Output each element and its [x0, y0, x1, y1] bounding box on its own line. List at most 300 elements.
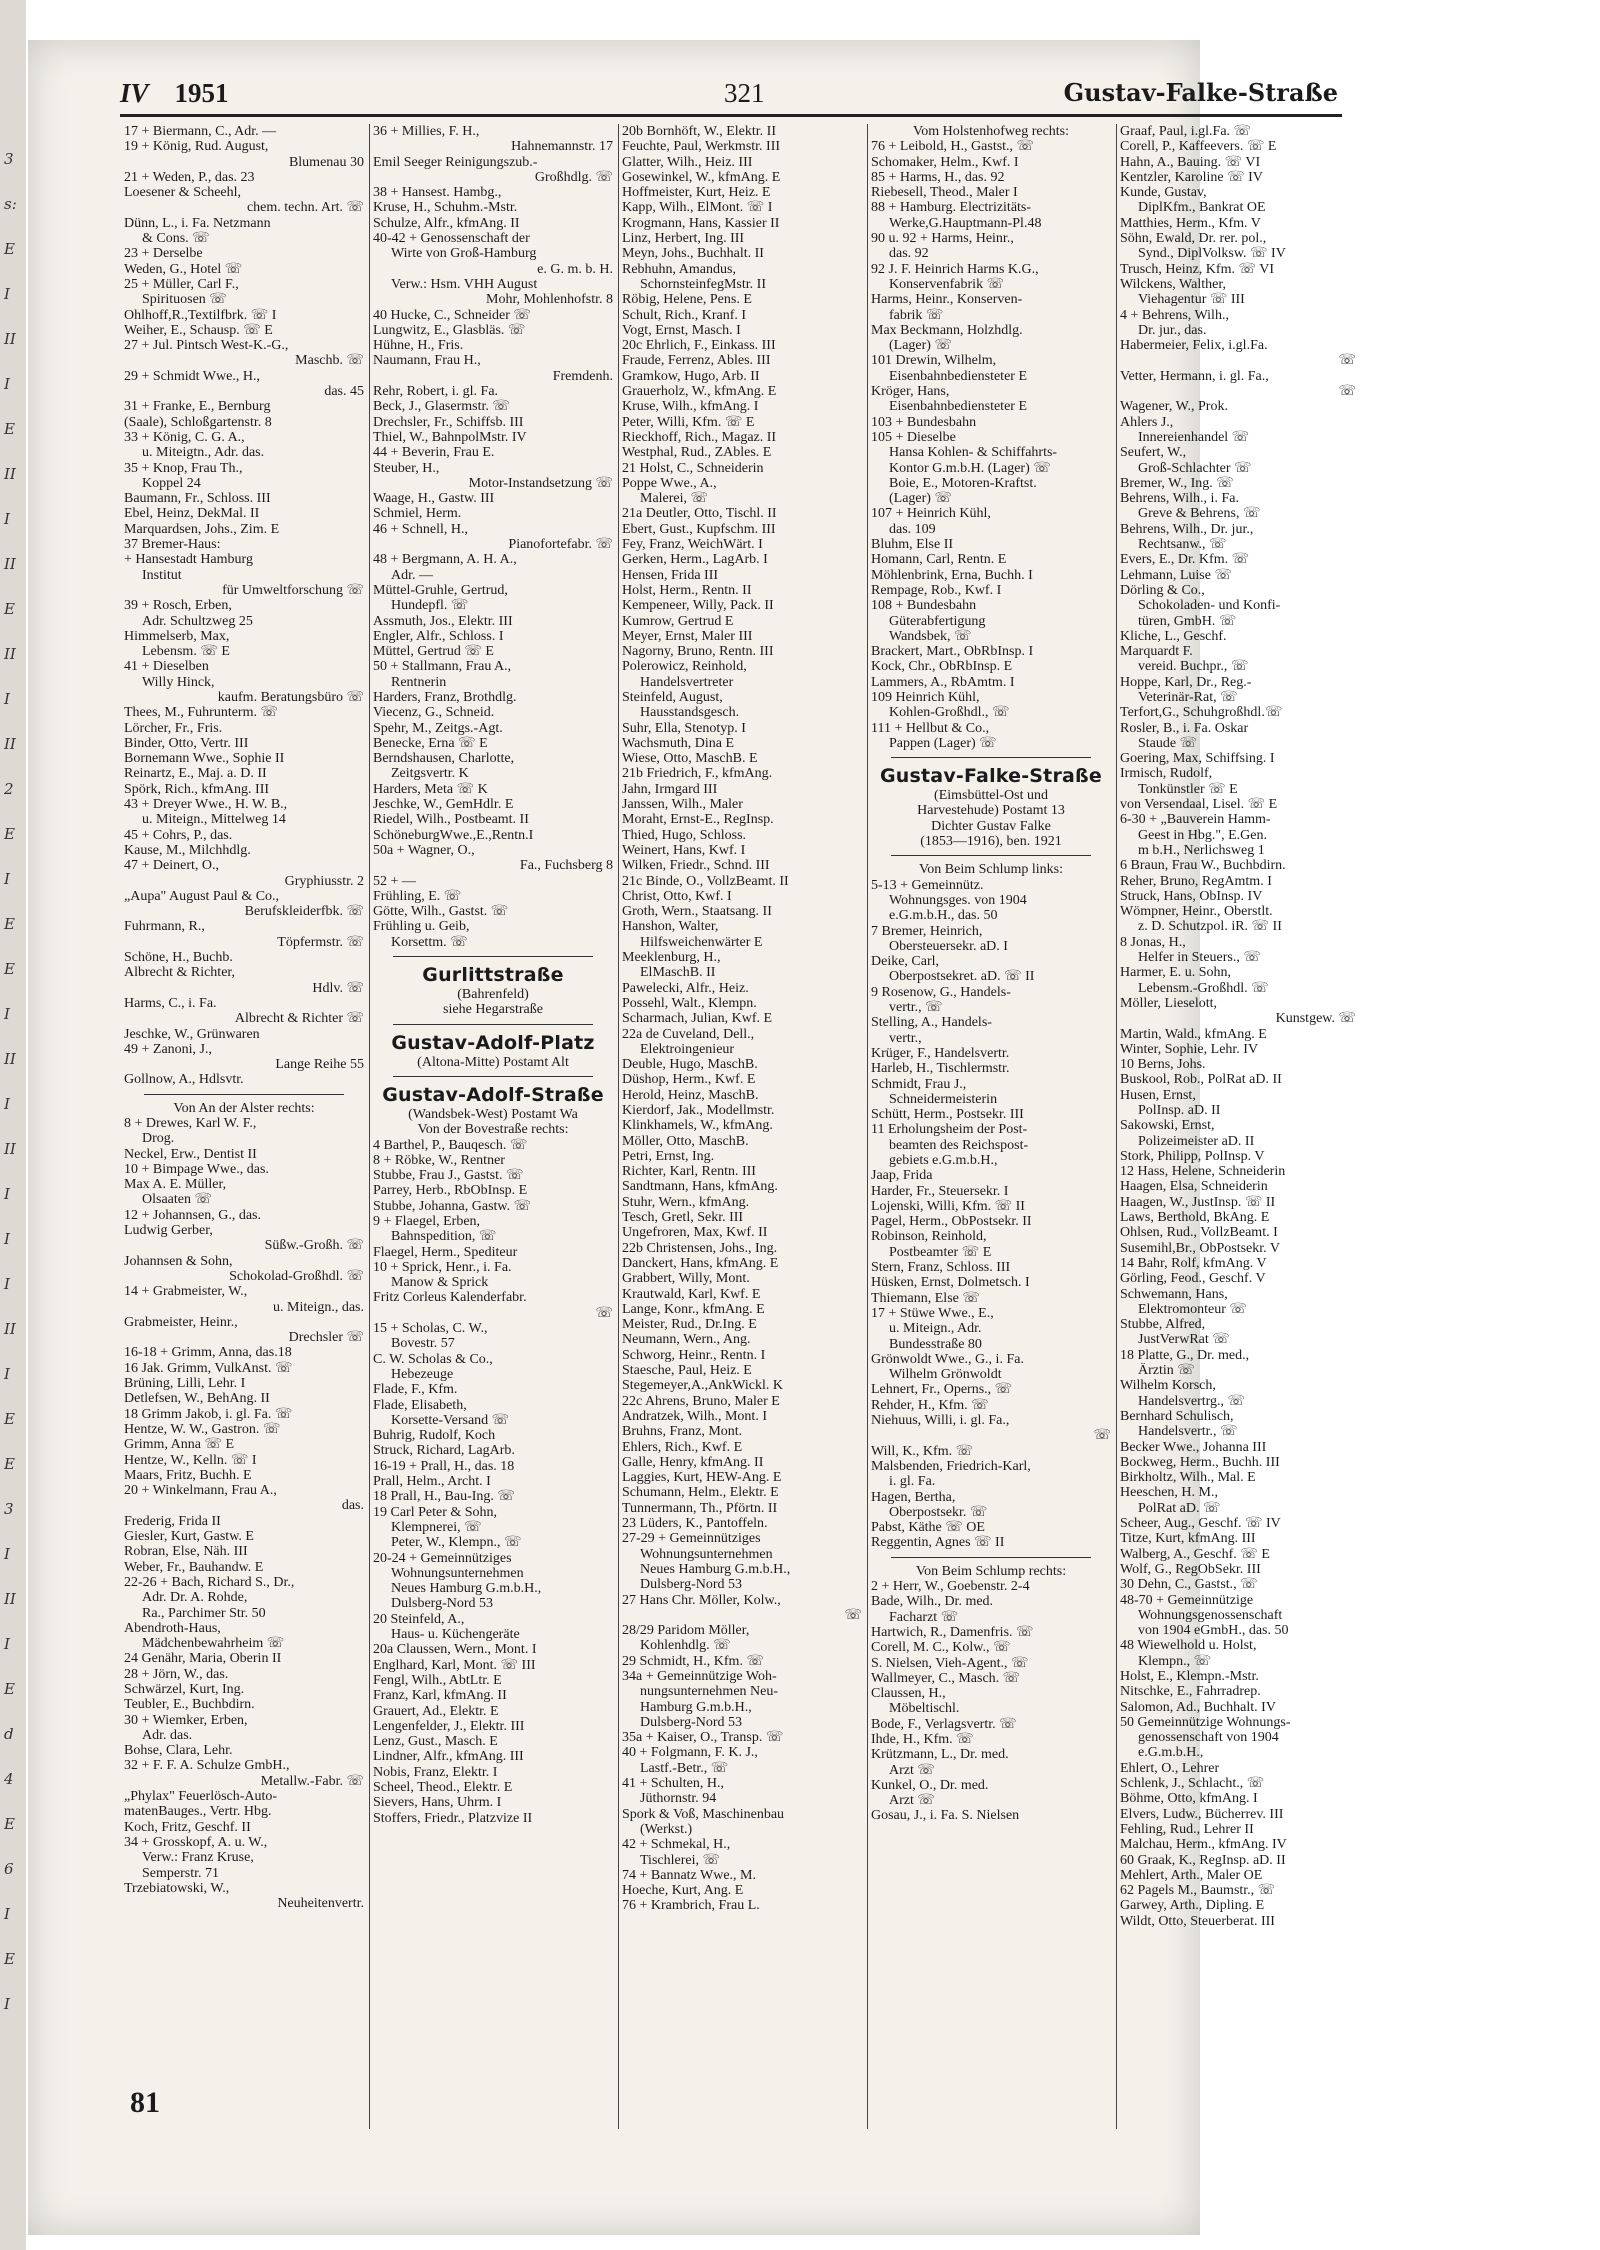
- directory-line: Homann, Carl, Rentn. E: [871, 552, 1007, 568]
- page-header: [120, 70, 1338, 114]
- directory-line: Gryphiusstr. 2: [284, 873, 364, 889]
- directory-line: Arzt ☏: [889, 1793, 935, 1809]
- margin-mark: II: [4, 555, 16, 573]
- directory-line: Schlenk, J., Schlacht., ☏: [1120, 1776, 1265, 1792]
- directory-line: (Bahrenfeld): [457, 987, 529, 1003]
- directory-line: Brackert, Mart., ObRbInsp. I: [871, 644, 1034, 660]
- directory-line: Görling, Feod., Geschf. V: [1120, 1271, 1266, 1287]
- directory-line: 9 + Flaegel, Erben,: [373, 1214, 481, 1229]
- margin-mark: E: [4, 600, 15, 618]
- directory-line: Trusch, Heinz, Kfm. ☏ VI: [1120, 261, 1274, 277]
- directory-line: Von Beim Schlump links:: [918, 862, 1064, 878]
- directory-line: Schmiel, Herm.: [373, 506, 462, 522]
- directory-line: Marquardt F.: [1120, 644, 1193, 660]
- directory-line: Eisenbahnbediensteter E: [889, 399, 1028, 415]
- directory-line: Ahlers J.,: [1120, 414, 1174, 430]
- directory-line: Englhard, Karl, Mont. ☏ III: [373, 1657, 536, 1673]
- street-title: Gustav-Falke-Straße: [1063, 78, 1338, 107]
- directory-line: Herold, Heinz, MaschB.: [622, 1087, 759, 1103]
- directory-line: Lange, Konr., kfmAng. E: [622, 1301, 765, 1317]
- directory-line: 19 Carl Peter & Sohn,: [373, 1504, 498, 1520]
- directory-line: Prall, Helm., Archt. I: [373, 1474, 491, 1490]
- directory-line: 48-70 + Gemeinnützige: [1120, 1592, 1254, 1608]
- directory-line: 21c Binde, O., VollzBeamt. II: [622, 873, 789, 889]
- directory-line: Möbeltischl.: [889, 1701, 960, 1717]
- directory-line: „Phylax" Feuerlösch-Auto-: [124, 1789, 278, 1805]
- directory-line: JustVerwRat ☏: [1138, 1332, 1230, 1348]
- directory-line: (Wandsbek-West) Postamt Wa: [408, 1106, 578, 1122]
- directory-line: Deike, Carl,: [871, 954, 940, 970]
- directory-line: u. Miteign., das.: [273, 1299, 364, 1315]
- directory-line: Steuber, H.,: [373, 460, 440, 476]
- directory-line: Söhn, Ewald, Dr. rer. pol.,: [1120, 231, 1267, 247]
- margin-mark: E: [4, 1455, 15, 1473]
- margin-mark: II: [4, 1590, 16, 1608]
- directory-line: 5-13 + Gemeinnütz.: [871, 877, 984, 893]
- directory-line: Fremdenh.: [552, 368, 613, 384]
- directory-line: Weden, G., Hotel ☏: [124, 261, 243, 277]
- directory-line: Frühling u. Geib,: [373, 919, 470, 935]
- directory-line: Thees, M., Fuhrunterm. ☏: [124, 705, 278, 721]
- directory-line: Krautwald, Karl, Kwf. E: [622, 1286, 761, 1302]
- directory-line: 7 Bremer, Heinrich,: [871, 923, 983, 939]
- directory-line: Scheer, Aug., Geschf. ☏ IV: [1120, 1516, 1281, 1532]
- directory-line: Hansa Kohlen- & Schiffahrts-: [889, 445, 1058, 461]
- directory-line: Hensen, Frida III: [622, 567, 719, 583]
- directory-line: 4 Barthel, P., Bauqesch. ☏: [373, 1137, 528, 1153]
- directory-line: 28 + Jörn, W., das.: [124, 1666, 229, 1682]
- directory-line: m b.H., Nerlichsweg 1: [1138, 842, 1265, 858]
- directory-line: Motor-Instandsetzung ☏: [468, 475, 613, 491]
- margin-mark: I: [4, 285, 10, 303]
- directory-line: 40 Hucke, C., Schneider ☏: [373, 307, 531, 323]
- directory-line: Stubbe, Johanna, Gastw. ☏: [373, 1198, 532, 1214]
- directory-line: Kohlen-Großhdl., ☏: [889, 705, 1010, 721]
- directory-line: Baumann, Fr., Schloss. III: [124, 491, 271, 507]
- directory-line: Trzebiatowski, W.,: [124, 1880, 230, 1896]
- directory-line: für Umweltforschung ☏: [222, 582, 364, 598]
- directory-line: Bockweg, Herm., Buchh. III: [1120, 1454, 1280, 1470]
- folio-number: 81: [130, 2086, 160, 2119]
- directory-line: beamten des Reichspost-: [889, 1137, 1029, 1153]
- directory-line: Behrens, Wilh., Dr. jur.,: [1120, 521, 1254, 537]
- directory-line: Albrecht & Richter,: [124, 965, 236, 981]
- directory-line: Harders, Meta ☏ K: [373, 781, 488, 797]
- margin-mark: E: [4, 420, 15, 438]
- margin-mark: I: [4, 1095, 10, 1113]
- directory-line: Steinfeld, August,: [622, 689, 723, 705]
- directory-line: Eisenbahnbediensteter E: [889, 368, 1028, 384]
- directory-line: 2 + Herr, W., Goebenstr. 2-4: [871, 1579, 1030, 1595]
- directory-line: Stoffers, Friedr., Platzvize II: [373, 1810, 533, 1826]
- directory-line: Buhrig, Rudolf, Koch: [373, 1428, 496, 1444]
- volume-label: IV: [120, 78, 149, 108]
- directory-line: Gosewinkel, W., kfmAng. E: [622, 169, 781, 185]
- directory-line: Wilken, Friedr., Schnd. III: [622, 858, 770, 874]
- directory-line: chem. techn. Art. ☏: [246, 200, 364, 216]
- directory-line: 31 + Franke, E., Bernburg: [124, 399, 271, 415]
- directory-line: Wohnungsgenossenschaft: [1138, 1607, 1283, 1623]
- directory-line: Scharmach, Julian, Kwf. E: [622, 1011, 773, 1027]
- directory-line: Viehagentur ☏ III: [1138, 292, 1245, 308]
- directory-line: Götte, Wilh., Gastst. ☏: [373, 904, 509, 920]
- directory-line: 76 + Leibold, H., Gastst., ☏: [871, 139, 1035, 155]
- directory-line: 8 + Röbke, W., Rentner: [373, 1152, 505, 1168]
- directory-line: 29 Schmidt, H., Kfm. ☏: [622, 1653, 764, 1669]
- directory-line: 43 + Dreyer Wwe., H. W. B.,: [124, 797, 288, 813]
- directory-line: Berndshausen, Charlotte,: [373, 751, 515, 767]
- directory-line: Elvers, Ludw., Bücherrev. III: [1120, 1806, 1284, 1822]
- directory-line: Wachsmuth, Dina E: [622, 735, 735, 751]
- directory-line: Schwärzel, Kurt, Ing.: [124, 1681, 245, 1697]
- directory-line: Stork, Philipp, PolInsp. V: [1120, 1148, 1265, 1164]
- directory-line: 111 + Hellbut & Co.,: [871, 720, 990, 736]
- directory-line: Staude ☏: [1138, 735, 1198, 751]
- directory-line: Oberpostsekr. ☏: [889, 1504, 988, 1520]
- directory-line: Willy Hinck,: [142, 674, 215, 690]
- directory-line: Adr. Schultzweg 25: [142, 613, 253, 629]
- directory-line: Robinson, Reinhold,: [871, 1229, 987, 1245]
- directory-line: das. 92: [889, 246, 929, 262]
- directory-line: Abendroth-Haus,: [124, 1620, 221, 1636]
- directory-line: Hartwich, R., Damenfris. ☏: [871, 1624, 1034, 1640]
- directory-line: 108 + Bundesbahn: [871, 598, 977, 614]
- directory-line: Danckert, Hans, kfmAng. E: [622, 1255, 779, 1271]
- directory-line: Stubbe, Frau J., Gastst. ☏: [373, 1168, 524, 1184]
- directory-line: vereid. Buchpr., ☏: [1138, 659, 1249, 675]
- directory-line: 6 Braun, Frau W., Buchbdirn.: [1120, 858, 1286, 874]
- directory-line: Fuhrmann, R.,: [124, 919, 205, 935]
- directory-line: Semperstr. 71: [142, 1865, 219, 1881]
- directory-line: Bruhns, Franz, Mont.: [622, 1424, 743, 1440]
- column-divider: [1116, 124, 1117, 2129]
- directory-line: das.: [341, 1498, 364, 1514]
- directory-line: 27 + Jul. Pintsch West-K.-G.,: [124, 338, 289, 354]
- directory-line: Handelsvertr., ☏: [1138, 1424, 1238, 1440]
- directory-line: Waage, H., Gastw. III: [373, 491, 495, 507]
- directory-line: Schütt, Herm., Postsekr. III: [871, 1107, 1024, 1123]
- directory-line: Korsettm. ☏: [391, 934, 468, 950]
- directory-line: 45 + Cohrs, P., das.: [124, 827, 233, 843]
- directory-line: Giesler, Kurt, Gastw. E: [124, 1529, 254, 1545]
- directory-line: Feuchte, Paul, Werkmstr. III: [622, 139, 781, 155]
- section-rule: [891, 1557, 1091, 1558]
- margin-mark: s:: [4, 195, 17, 213]
- directory-line: C. W. Scholas & Co.,: [373, 1351, 493, 1367]
- directory-line: Manow & Sprick: [391, 1275, 489, 1291]
- directory-line: SchöneburgWwe.,E.,Rentn.I: [373, 827, 534, 843]
- directory-line: Spehr, M., Zeitgs.-Agt.: [373, 720, 503, 736]
- directory-line: Dulsberg-Nord 53: [391, 1596, 494, 1612]
- directory-line: 38 + Hansest. Hambg.,: [373, 185, 502, 201]
- directory-line: 18 Prall, H., Bau-Ing. ☏: [373, 1489, 515, 1505]
- directory-line: Weber, Fr., Bauhandw. E: [124, 1559, 264, 1575]
- directory-line: Max A. E. Müller,: [124, 1177, 227, 1193]
- margin-mark: d: [4, 1725, 14, 1743]
- directory-line: Thied, Hugo, Schloss.: [622, 827, 747, 843]
- directory-line: Von Beim Schlump rechts:: [915, 1563, 1067, 1579]
- directory-line: Malsbenden, Friedrich-Karl,: [871, 1458, 1031, 1474]
- directory-line: 9 Rosenow, G., Handels-: [871, 984, 1011, 1000]
- directory-line: Viecenz, G., Schneid.: [373, 705, 495, 721]
- directory-line: Kause, M., Milchhdlg.: [124, 842, 251, 858]
- directory-line: Seufert, W.,: [1120, 445, 1187, 461]
- directory-line: Andratzek, Wilh., Mont. I: [622, 1408, 767, 1424]
- directory-line: Lengenfelder, J., Elektr. III: [373, 1718, 525, 1734]
- directory-line: Kentzler, Karoline ☏ IV: [1120, 169, 1263, 185]
- directory-line: Staesche, Paul, Heiz. E: [622, 1363, 752, 1379]
- directory-line: Bornemann Wwe., Sophie II: [124, 751, 285, 767]
- directory-line: 40 + Folgmann, F. K. J.,: [622, 1745, 758, 1761]
- directory-line: Verw.: Franz Kruse,: [142, 1850, 254, 1866]
- directory-line: 33 + König, C. G. A.,: [124, 429, 245, 445]
- directory-line: das. 109: [889, 521, 936, 537]
- directory-line: 10 Berns, Johs.: [1120, 1057, 1206, 1073]
- directory-line: Bluhm, Else II: [871, 537, 954, 553]
- directory-line: Vogt, Ernst, Masch. I: [622, 322, 741, 338]
- directory-line: Schokoladen- und Konfi-: [1138, 598, 1281, 614]
- column-4: [871, 124, 1111, 2124]
- directory-line: Hoffmeister, Kurt, Heiz. E: [622, 185, 771, 201]
- directory-line: Claussen, H.,: [871, 1686, 946, 1702]
- directory-line: Werke,G.Hauptmann-Pl.48: [889, 215, 1042, 231]
- directory-line: Adr. das.: [142, 1727, 193, 1743]
- directory-line: Drechsler ☏: [288, 1330, 364, 1346]
- directory-line: Lungwitz, E., Glasbläs. ☏: [373, 322, 526, 338]
- directory-line: Töpfermstr. ☏: [277, 934, 364, 950]
- directory-line: Groth, Wern., Staatsang. II: [622, 904, 772, 920]
- directory-line: Ohlsen, Rud., VollzBeamt. I: [1120, 1225, 1278, 1241]
- year-label: 1951: [174, 78, 229, 108]
- directory-line: 23 + Derselbe: [124, 246, 203, 262]
- column-divider: [618, 124, 619, 2129]
- directory-line: ☏: [1338, 353, 1356, 369]
- directory-line: Holst, Herm., Rentn. II: [622, 582, 752, 598]
- directory-line: Groß-Schlachter ☏: [1138, 460, 1252, 476]
- directory-line: Düshop, Herm., Kwf. E: [622, 1072, 756, 1088]
- column-2: [373, 124, 613, 2124]
- directory-line: Stegemeyer,A.,AnkWickl. K: [622, 1378, 783, 1394]
- directory-line: Wirte von Groß-Hamburg: [391, 246, 537, 262]
- directory-line: 92 J. F. Heinrich Harms K.G.,: [871, 261, 1039, 277]
- directory-line: Neuheitenvertr.: [277, 1896, 364, 1912]
- directory-line: Pianofortefabr. ☏: [508, 537, 613, 553]
- directory-line: Elektroingenieur: [640, 1041, 735, 1057]
- directory-line: Laws, Berthold, BkAng. E: [1120, 1210, 1270, 1226]
- directory-line: Walberg, A., Geschf. ☏ E: [1120, 1546, 1270, 1562]
- directory-line: Röbig, Helene, Pens. E: [622, 292, 752, 308]
- directory-line: Korsette-Versand ☏: [391, 1412, 510, 1428]
- directory-line: 18 Platte, G., Dr. med.,: [1120, 1347, 1250, 1363]
- directory-line: Ungefroren, Max, Kwf. II: [622, 1225, 768, 1241]
- directory-line: Buskool, Rob., PolRat aD. II: [1120, 1072, 1282, 1088]
- directory-line: Krützmann, L., Dr. med.: [871, 1747, 1009, 1763]
- directory-line: Wandsbek, ☏: [889, 628, 972, 644]
- directory-line: Lebensm.-Großhdl. ☏: [1138, 980, 1269, 996]
- directory-line: Harders, Franz, Brothdlg.: [373, 689, 517, 705]
- margin-mark: I: [4, 1275, 10, 1293]
- directory-line: Grönwoldt Wwe., G., i. Fa.: [871, 1351, 1024, 1367]
- directory-line: 28/29 Paridom Möller,: [622, 1623, 750, 1639]
- directory-line: 15 + Scholas, C. W.,: [373, 1321, 488, 1337]
- directory-line: Handelsvertrg., ☏: [1138, 1393, 1246, 1409]
- directory-line: 14 + Grabmeister, W.,: [124, 1284, 248, 1300]
- directory-line: Koppel 24: [142, 475, 201, 491]
- directory-line: Helfer in Steuers., ☏: [1138, 950, 1261, 966]
- directory-line: Dörling & Co.,: [1120, 582, 1205, 598]
- directory-line: Schwemann, Hans,: [1120, 1286, 1228, 1302]
- directory-line: Gosau, J., i. Fa. S. Nielsen: [871, 1808, 1020, 1824]
- directory-line: Greve & Behrens, ☏: [1138, 506, 1261, 522]
- directory-line: Kunde, Gustav,: [1120, 185, 1207, 201]
- directory-line: Dr. jur., das.: [1138, 322, 1207, 338]
- directory-line: Kontor G.m.b.H. (Lager) ☏: [889, 460, 1051, 476]
- directory-line: Großhdlg. ☏: [534, 169, 613, 185]
- directory-line: Drog.: [142, 1131, 175, 1147]
- directory-line: 48 Wiewelhold u. Holst,: [1120, 1638, 1257, 1654]
- directory-line: Fa., Fuchsberg 8: [519, 858, 613, 874]
- directory-line: Haagen, Elsa, Schneiderin: [1120, 1179, 1268, 1195]
- directory-line: Husen, Ernst,: [1120, 1087, 1196, 1103]
- directory-line: Spörk, Rich., kfmAng. III: [124, 781, 270, 797]
- directory-line: Thiemann, Else ☏: [871, 1290, 980, 1306]
- directory-line: Meyer, Ernst, Maler III: [622, 628, 753, 644]
- directory-line: Wilhelm Korsch,: [1120, 1378, 1216, 1394]
- directory-line: 37 Bremer-Haus:: [124, 537, 221, 553]
- directory-line: Kunkel, O., Dr. med.: [871, 1777, 989, 1793]
- directory-line: Rebhuhn, Amandus,: [622, 261, 736, 277]
- directory-line: Rehr, Robert, i. gl. Fa.: [373, 384, 499, 400]
- directory-line: 76 + Krambrich, Frau L.: [622, 1898, 760, 1914]
- margin-mark: E: [4, 825, 15, 843]
- directory-line: Deuble, Hugo, MaschB.: [622, 1057, 758, 1073]
- directory-line: Dichter Gustav Falke: [931, 818, 1051, 834]
- margin-mark: I: [4, 1230, 10, 1248]
- directory-line: Lammers, A., RbAmtm. I: [871, 674, 1015, 690]
- directory-line: e. G. m. b. H.: [537, 261, 613, 277]
- directory-line: 52 + —: [373, 873, 416, 889]
- header-rule: [120, 114, 1342, 117]
- directory-line: Berufskleiderfbk. ☏: [244, 904, 364, 920]
- directory-line: gebiets e.G.m.b.H.,: [889, 1153, 998, 1168]
- directory-line: türen, GmbH. ☏: [1138, 613, 1237, 629]
- directory-line: Kröger, Hans,: [871, 384, 950, 400]
- directory-line: Petri, Ernst, Ing.: [622, 1148, 715, 1164]
- directory-line: 18 Grimm Jakob, i. gl. Fa. ☏: [124, 1406, 293, 1422]
- directory-line: Winter, Sophie, Lehr. IV: [1120, 1041, 1259, 1057]
- directory-line: Reinartz, E., Maj. a. D. II: [124, 766, 267, 782]
- directory-line: Susemihl,Br., ObPostsekr. V: [1120, 1240, 1280, 1256]
- margin-mark: 2: [4, 780, 14, 798]
- directory-line: Elektromonteur ☏: [1138, 1301, 1247, 1317]
- directory-line: Hahn, A., Bauing. ☏ VI: [1120, 154, 1261, 170]
- directory-line: & Cons. ☏: [142, 231, 210, 247]
- directory-line: Jaap, Frida: [871, 1168, 933, 1184]
- margin-mark: 3: [4, 1500, 14, 1518]
- directory-line: (Altona-Mitte) Postamt Alt: [417, 1054, 569, 1070]
- directory-line: Spork & Voß, Maschinenbau: [622, 1806, 785, 1822]
- directory-line: Meeklenburg, H.,: [622, 950, 721, 966]
- directory-line: Bahnspedition, ☏: [391, 1229, 497, 1245]
- directory-line: Kohlenhdlg. ☏: [640, 1638, 731, 1654]
- directory-line: Haagen, W., JustInsp. ☏ II: [1120, 1194, 1276, 1210]
- directory-line: u. Miteign., Adr.: [889, 1321, 982, 1337]
- directory-line: Schokolad-Großhdl. ☏: [229, 1268, 364, 1284]
- directory-line: 42 + Schmekal, H.,: [622, 1837, 731, 1853]
- directory-line: Tesch, Gretl, Sekr. III: [622, 1210, 744, 1226]
- directory-line: Möller, Lieselott,: [1120, 995, 1218, 1011]
- directory-line: Dulsberg-Nord 53: [640, 1714, 743, 1730]
- directory-line: Mohr, Mohlenhofstr. 8: [486, 292, 613, 308]
- directory-line: Grauert, Ad., Elektr. E: [373, 1703, 499, 1719]
- directory-line: 39 + Rosch, Erben,: [124, 598, 232, 614]
- directory-line: Hausstandsgesch.: [640, 705, 740, 721]
- directory-line: 30 Dehn, C., Gastst., ☏: [1120, 1577, 1258, 1593]
- directory-line: das. 45: [324, 384, 364, 400]
- directory-line: 17 + Biermann, C., Adr. —: [124, 124, 277, 139]
- directory-line: Schult, Rich., Kranf. I: [622, 307, 747, 323]
- directory-line: Geest in Hbg.", E.Gen.: [1138, 827, 1267, 843]
- margin-mark: I: [4, 1905, 10, 1923]
- directory-line: Linz, Herbert, Ing. III: [622, 231, 745, 247]
- page-number: 321: [724, 78, 765, 108]
- directory-line: Wallmeyer, C., Masch. ☏: [871, 1670, 1021, 1686]
- directory-line: Arzt ☏: [889, 1762, 935, 1778]
- directory-line: (Saale), Schloßgartenstr. 8: [124, 414, 272, 430]
- directory-line: Nitschke, E., Fahrradrep.: [1120, 1684, 1261, 1700]
- directory-line: Thiel, W., BahnpolMstr. IV: [373, 429, 527, 445]
- directory-line: 35a + Kaiser, O., Transp. ☏: [622, 1730, 784, 1746]
- directory-line: Parrey, Herb., RbObInsp. E: [373, 1183, 528, 1199]
- directory-line: Hoeche, Kurt, Ang. E: [622, 1883, 744, 1899]
- directory-line: (Eimsbüttel-Ost und: [934, 788, 1048, 804]
- directory-line: Kruse, Wilh., kfmAng. I: [622, 399, 759, 415]
- directory-line: e.G.m.b.H., das. 50: [889, 908, 998, 924]
- directory-line: Lojenski, Willi, Kfm. ☏ II: [871, 1198, 1025, 1214]
- directory-line: Ebel, Heinz, DekMal. II: [124, 506, 260, 522]
- margin-mark: E: [4, 1680, 15, 1698]
- directory-line: 22c Ahrens, Bruno, Maler E: [622, 1393, 780, 1409]
- directory-line: Polizeimeister aD. II: [1138, 1133, 1255, 1149]
- directory-line: u. Miteign., Mittelweg 14: [142, 812, 286, 828]
- directory-line: PolInsp. aD. II: [1138, 1103, 1221, 1118]
- directory-line: Postbeamter ☏ E: [889, 1244, 992, 1260]
- directory-line: Vom Holstenhofweg rechts:: [912, 124, 1070, 139]
- directory-line: 85 + Harms, H., das. 92: [871, 169, 1005, 185]
- margin-mark: I: [4, 510, 10, 528]
- margin-mark: E: [4, 240, 15, 258]
- directory-line: 19 + König, Rud. August,: [124, 139, 269, 155]
- directory-line: Matthies, Herm., Kfm. V: [1120, 215, 1261, 231]
- directory-line: Malerei, ☏: [640, 491, 709, 507]
- directory-line: Scheel, Theod., Elektr. E: [373, 1779, 513, 1795]
- directory-line: Bode, F., Verlagsvertr. ☏: [871, 1716, 1017, 1732]
- directory-line: Bade, Wilh., Dr. med.: [871, 1594, 994, 1610]
- directory-line: Frederig, Frida II: [124, 1513, 221, 1529]
- directory-line: Veterinär-Rat, ☏: [1138, 689, 1238, 705]
- margin-mark: II: [4, 1320, 16, 1338]
- directory-line: „Aupa" August Paul & Co.,: [124, 888, 280, 904]
- directory-line: Schulze, Alfr., kfmAng. II: [373, 215, 520, 231]
- directory-line: 50a + Wagner, O.,: [373, 842, 475, 858]
- directory-line: Ebert, Gust., Kupfschm. III: [622, 521, 776, 537]
- margin-mark: 6: [4, 1860, 14, 1878]
- column-divider: [867, 124, 868, 2129]
- directory-line: Süßw.-Großh. ☏: [264, 1238, 364, 1254]
- directory-line: 20 + Winkelmann, Frau A.,: [124, 1483, 277, 1499]
- directory-line: i. gl. Fa.: [889, 1474, 936, 1490]
- directory-line: Mehlert, Arth., Maler OE: [1120, 1867, 1263, 1883]
